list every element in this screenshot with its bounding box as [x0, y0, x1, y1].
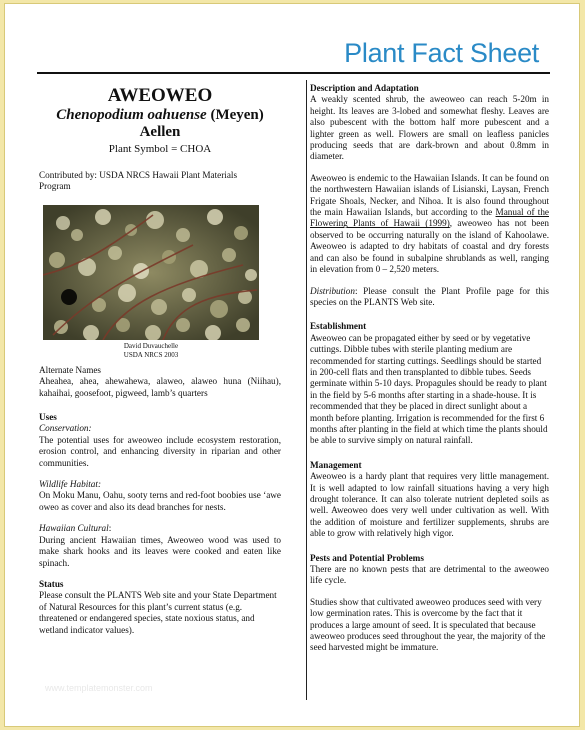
cultural-text: During ancient Hawaiian times, Aweoweo wood was used to make shark hooks and its leaves were cooked and eaten like spinach. — [39, 534, 281, 568]
photo-credit-org: USDA NRCS 2003 — [123, 350, 179, 359]
header-rule — [37, 72, 550, 74]
wildlife-text: On Moku Manu, Oahu, sooty terns and red-foot boobies use ‘awe​oweo as cover and also its dead branches for nests. — [39, 490, 281, 512]
alternate-names-heading: Alternate Names — [39, 364, 101, 375]
plant-photo-image — [43, 205, 259, 340]
column-divider — [306, 80, 307, 700]
fact-sheet-page — [4, 3, 580, 727]
author-part-2: Aellen — [139, 124, 181, 140]
plant-symbol: Plant Symbol = CHOA — [108, 143, 212, 155]
pests-text: There are no known pests that are detrimental to the aweoweo life cycle. — [310, 564, 549, 586]
author-part-1: (Meyen) — [210, 107, 264, 123]
distribution-paragraph — [310, 286, 549, 309]
photo-credit-name: David Duvauchelle — [123, 341, 179, 350]
studies-text: Studies show that cultivated aweoweo produces seed with very low germination rates. This is overcome by the fact that it produces a large amount of seed. It is speculated that because aweoweo produces seed throughout the year, the majority of the seed harvested might be immature. — [310, 596, 546, 653]
alternate-names-text: Aheahea, ahea, ahewahewa, alaweo, alaweo huna (Niihau), kahaihai, goosefoot, pigweed, lamb’s quarters — [39, 376, 281, 398]
conservation-text: The potential uses for aweoweo include ecosystem restoration, erosion control, and enhancing diversity in riparian and other communities. — [39, 434, 281, 468]
wildlife-heading: Wildlife Habitat: — [39, 479, 102, 490]
watermark: www.templatemonster.com — [45, 683, 153, 693]
photo-credit — [61, 342, 241, 360]
endemic-paragraph — [310, 173, 549, 276]
management-heading: Management — [310, 459, 362, 470]
description-heading: Description and Adaptation — [310, 83, 419, 93]
status-heading: Status — [39, 578, 64, 589]
cultural-colon: : — [108, 523, 112, 534]
establishment-heading: Establishment — [310, 321, 367, 332]
page-title: Plant Fact Sheet — [344, 38, 539, 68]
plant-common-name: AWEOWEO — [107, 85, 213, 106]
conservation-heading: Conservation: — [39, 423, 92, 434]
left-column — [39, 84, 281, 636]
cultural-heading-line — [39, 523, 281, 534]
distribution-heading: Distribution — [310, 285, 355, 296]
endemic-text-1: Aweoweo is endemic to the Hawaiian Islands. It can be found on the northwestern Hawaiian islands of Lisianski, Laysan, French Frigate Shoals, Necker, and Nihoa. It is also found throughout the main Hawaiian Islands, but according to the — [310, 172, 549, 218]
distribution-text: : Please consult the Plant Profile page for this species on the PLANTS Web site. — [310, 285, 549, 307]
plant-photo — [43, 205, 259, 340]
scientific-name-italic: Chenopodium oahuense — [56, 107, 207, 123]
description-text: A weakly scented shrub, the aweoweo can reach 5-20m in height. Its leaves are 3-lobed and somewhat fleshy. Leaves are also pubescent with the bottom half more pubescent and a lighter green as well. Flowers are small on leafless panicles producing seeds that are dark-brown and about 0.8mm in diameter. — [310, 94, 549, 162]
establishment-text: Aweoweo can be propagated either by seed or by vegetative cuttings. Dibble tubes with sterile planting medium are recommended for starting cuttings. Seedlings should be started in 200-cell flats and then transplanted to dibble tubes. Seeds germinate within 5-10 days. Propagules should be ready to plant in the field by 5-6 months after starting in a shade-house. It is recommended that they be placed in direct sunlight about a month before planting. Irrigation is recommended for the first 6 months after planting in the field at which time the plants should be able to survive simply on natural rainfall. — [310, 332, 548, 446]
manual-reference: Manual of the Flowering Plants of Hawaii (1999) — [310, 207, 549, 229]
management-text: Aweoweo is a hardy plant that requires very little management. It is well adapted to low rainfall situations having a very high drought tolerance. It can also tolerate nutrient depleted soils as well. Aweoweo does very well under cultivation as well. With the addition of moisture and fertilizer supplements, shrubs are able to grow with relatively high vigor. — [310, 471, 549, 539]
status-text: Please consult the PLANTS Web site and your State Department of Natural Resources for this plant’s current status (e.g. threatened or endangered species, state noxious status, and wetland indicator values). — [39, 590, 277, 635]
uses-heading: Uses — [39, 412, 57, 423]
endemic-text-2: , aweoweo has not been observed to be occurring naturally on the island of Kahoolawe. Aweoweo is adapted to dry habitats of coastal and dry forests and can also be found in subalpine shrublands as well, ranging in elevation from 0 – 2,520 meters. — [310, 218, 549, 275]
right-column — [310, 83, 549, 654]
contributed-by: Contributed by: USDA NRCS Hawaii Plant Materials Program — [39, 170, 238, 192]
plant-scientific-name — [39, 107, 281, 141]
cultural-heading: Hawaiian Cultural — [39, 523, 109, 534]
pests-heading: Pests and Potential Problems — [310, 552, 424, 563]
